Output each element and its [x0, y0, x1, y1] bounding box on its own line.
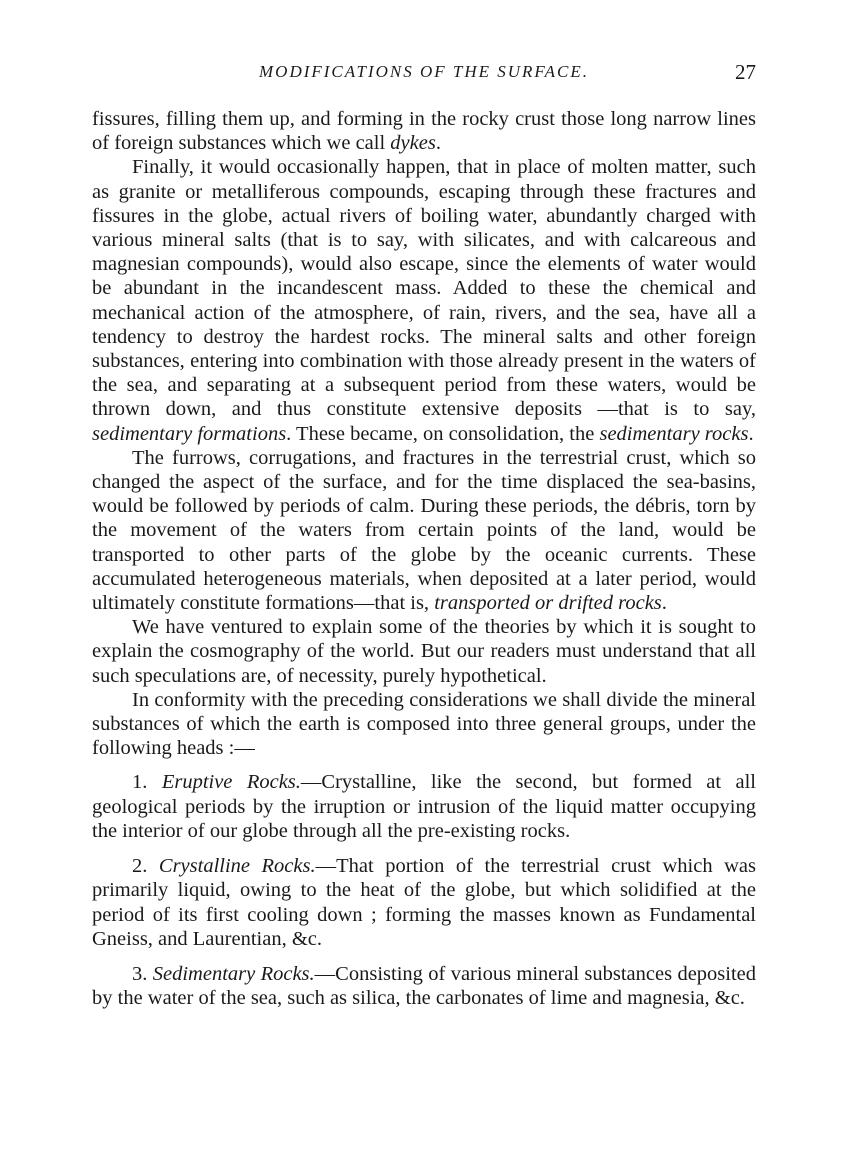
running-title: MODIFICATIONS OF THE SURFACE.: [259, 62, 589, 81]
text-run: .: [661, 592, 667, 615]
text-run: We have ventured to explain some of the theories by which it is sought to explain the cosmography of the world. But our readers must understand that all such speculations are, of necessity, purely hypothetical.: [92, 616, 756, 687]
body-text: [92, 107, 756, 1010]
text-run: In conformity with the preceding considerations we shall divide the mineral substances of which the earth is composed into three general groups, under the following heads :—: [92, 688, 756, 760]
running-head: [92, 62, 756, 92]
list-term: Eruptive Rocks.: [161, 771, 301, 794]
text-run: . These became, on consolidation, the: [286, 422, 600, 445]
list-number: 1.: [132, 771, 162, 794]
paragraph-2: [92, 155, 756, 445]
page-number: 27: [735, 60, 756, 84]
italic-term: transported or drifted rocks: [434, 592, 662, 615]
list-text: —Consisting of various mineral substances deposited by the water of the sea, such as silica, the carbonates of lime and magnesia, &c.: [92, 962, 757, 1010]
text-run: .: [748, 422, 754, 445]
list-text: —Crystalline, like the second, but formed at all geological periods by the irruption or intrusion of the liquid matter occupying the interior of our globe through all the pre-existing rocks.: [92, 771, 756, 842]
text-run: The furrows, corrugations, and fractures in the terrestrial crust, which so changed the aspect of the surface, and for the time displaced the sea-basins, would be followed by periods of calm. During these periods, the débris, torn by the movement of the waters from certain points of the land, would be transported to other parts of the globe by the oceanic currents. These accumulated heterogeneous materials, when deposited at a later period, would ultimately constitute formations—that is,: [92, 446, 756, 615]
paragraph-4: [92, 615, 756, 688]
text-run: .: [435, 132, 441, 155]
list-item-crystalline-rocks: [92, 854, 756, 951]
paragraph-5: [92, 688, 756, 761]
italic-term: dykes: [390, 132, 436, 155]
list-term: Sedimentary Rocks.: [152, 962, 315, 985]
text-run: Finally, it would occasionally happen, that in place of molten matter, such as granite or metalliferous compounds, escaping through these fractures and fissures in the globe, actual rivers of boiling water, abundantly charged with various mineral salts (that is to say, with silicates, and with calcareous and magnesian compounds), would also escape, since the elements of water would be abundant in the incandescent mass. Added to these the chemical and mechanical action of the atmosphere, of rain, rivers, and the sea, have all a tendency to destroy the hardest rocks. The mineral salts and other foreign substances, entering into combination with those already present in the waters of the sea, and separating at a subsequent period from these waters, would be thrown down, and thus constitute extensive deposits —that is to say,: [92, 156, 756, 421]
paragraph-1: [92, 107, 756, 155]
italic-term: sedimentary formations: [92, 422, 287, 445]
list-term: Crystalline Rocks.: [158, 855, 316, 878]
list-item-eruptive-rocks: [92, 770, 756, 843]
paragraph-3: [92, 446, 756, 615]
list-text: —That portion of the terrestrial crust which was primarily liquid, owing to the heat of the globe, but which solidified at the period of its first cooling down ; forming the masses known as Fundamental Gneiss, and Laurentian, &c.: [92, 855, 757, 950]
text-run: fissures, filling them up, and forming in the rocky crust those long narrow lines of foreign substances which we call: [92, 108, 756, 155]
list-number: 3.: [132, 962, 153, 985]
italic-term: sedimentary rocks: [599, 422, 749, 445]
list-item-sedimentary-rocks: [92, 962, 756, 1010]
list-number: 2.: [132, 855, 159, 878]
